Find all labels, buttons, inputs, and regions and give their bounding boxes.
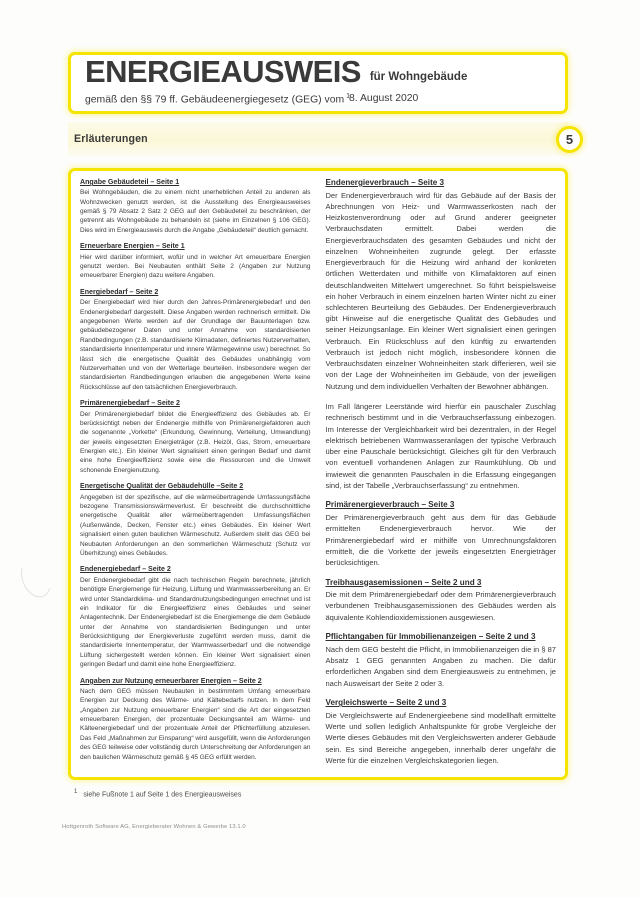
explanation-heading: Endenergiebedarf – Seite 2	[80, 565, 171, 574]
software-footer: Hottgenroth Software AG, Energieberater Wohnen & Gewerbe 13.1.0	[62, 824, 246, 830]
explanation-body: Im Fall längerer Leerstände wird hierfür ein pauschaler Zuschlag rechnerisch bestimmt und in die Verbrauchserfassung einbezogen. Im Interesse der Vergleichbarkeit wird bei dezentralen, in der Regel elektrisch betriebenen Warmwasseranlagen der typische Verbrauch über eine Pauschale berücksichtigt. Gleiches gilt für den Verbrauch von eventuell vorhandenen Anlagen zur Raumkühlung. Ob und inwieweit die genannten Pauschalen in die Erfassung eingegangen sind, ist der Tabelle „Verbrauchserfassung“ zu entnehmen.	[325, 402, 556, 490]
explanation-body: Der Primärenergieverbrauch geht aus dem für das Gebäude ermittelten Endenergieverbrauch hervor. Wie der Primärenergiebedarf wird er mithilfe von Umrechnungsfaktoren ermittelt, die die Vorkette der jeweils eingesetzten Energieträger berücksichtigen.	[325, 513, 556, 567]
explanation-body: Die Vergleichswerte auf Endenergieebene sind modellhaft ermittelte Werte und sollen lediglich Anhaltspunkte für grobe Vergleiche der Werte dieses Gebäudes mit den Vergleichswerten anderer Gebäude sein. Es sind Bereiche angegeben, innerhalb derer ungefähr die Werte für die einzelnen Vergleichskategorien liegen.	[325, 710, 556, 765]
legal-basis-footnote-marker: 1	[346, 93, 351, 100]
explanation-section	[80, 288, 311, 392]
explanation-heading: Pflichtangaben für Immobilienanzeigen – Seite 2 und 3	[325, 632, 536, 642]
explanation-section	[326, 178, 557, 392]
left-column	[80, 178, 311, 771]
explanation-section	[80, 399, 311, 475]
explanation-body: Der Endenergieverbrauch wird für das Gebäude auf der Basis der Abrechnungen von Heiz- und Warmwasserkosten nach der Heizkostenverordnung oder auf Grund anderer geeigneter Verbrauchsdaten ermittelt. Dabei werden die Energieverbrauchsdaten des gesamten Gebäudes und nicht der einzelnen Wohneinheiten zugrunde gelegt. Der erfasste Energieverbrauch für die Heizung wird anhand der konkreten örtlichen Wetterdaten und mithilfe von Klimafaktoren auf einen deutschlandweiten Mittelwert umgerechnet. So führt beispielsweise ein hoher Verbrauch in einem einzelnen harten Winter nicht zu einer schlechteren Beurteilung des Gebäudes. Der Endenergieverbrauch gibt Hinweise auf die energetische Qualität des Gebäudes und seiner Heizungsanlage. Ein kleiner Wert signalisiert einen geringen Verbrauch. Ein Rückschluss auf den künftig zu erwartenden Verbrauch ist jedoch nicht möglich, insbesondere können die Verbrauchsdaten einzelner Wohneinheiten stark differieren, weil sie von der Lage der Wohneinheiten im Gebäude, von der jeweiligen Nutzung und dem individuellen Verhalten der Bewohner abhängen.	[325, 190, 556, 391]
explanation-heading: Energiebedarf – Seite 2	[80, 288, 159, 297]
explanation-body: Angegeben ist der spezifische, auf die wärmeübertragende Umfassungsfläche bezogene Transmissionswärmeverlust. Er beschreibt die durchschnittliche energetische Qualität aller wärmeübertragenden Umfassungsflächen (Außenwände, Decken, Fenster etc.) eines Gebäudes. Ein kleiner Wert signalisiert einen guten baulichen Wärmeschutz. Außerdem stellt das GEG bei Neubauten Anforderungen an den sommerlichen Wärmeschutz (Schutz vor Überhitzung) eines Gebäudes.	[80, 493, 311, 557]
title-row	[85, 56, 557, 89]
explanation-section	[80, 565, 311, 669]
section-label: Erläuterungen	[74, 133, 148, 145]
explanation-body: Hier wird darüber informiert, wofür und in welcher Art erneuerbare Energien genutzt werden. Bei Neubauten enthält Seite 2 (Angaben zur Nutzung erneuerbarer Energien) dazu weitere Angaben.	[80, 253, 311, 280]
footnote-text: siehe Fußnote 1 auf Seite 1 des Energieausweises	[83, 791, 242, 799]
explanation-heading: Energetische Qualität der Gebäudehülle –Seite 2	[80, 482, 244, 491]
explanation-body: Der Energiebedarf wird hier durch den Jahres-Primärenergiebedarf und den Endenergiebedarf dargestellt. Diese Angaben werden rechnerisch ermittelt. Die angegebenen Werte werden auf der Grundlage der Bauunterlagen bzw. gebäudebezogener Daten und unter Annahme von standardisierten Randbedingungen (z.B. standardisierte Klimadaten, definiertes Nutzerverhalten, standardisierte Innentemperatur und innere Wärmegewinne usw.) berechnet. So lässt sich die energetische Qualität des Gebäudes unabhängig vom Nutzerverhalten und von der Wetterlage beurteilen. Insbesondere wegen der standardisierten Randbedingungen erlauben die angegebenen Werte keine Rückschlüsse auf den tatsächlichen Energieverbrauch.	[80, 299, 311, 391]
explanation-heading: Vergleichswerte – Seite 2 und 3	[325, 698, 447, 708]
explanation-section	[80, 677, 311, 762]
document-title-box	[68, 52, 568, 114]
explanation-heading: Primärenergieverbrauch – Seite 3	[325, 500, 455, 510]
explanation-body: Die mit dem Primärenergiebedarf oder dem Primärenergieverbrauch verbundenen Treibhausgasemissionen des Gebäudes werden als äquivalente Kohlendioxidemissionen ausgewiesen.	[325, 590, 556, 622]
explanation-heading: Erneuerbare Energien – Seite 1	[80, 242, 185, 251]
law-date: 8. August 2020	[349, 93, 419, 104]
explanation-heading: Treibhausgasemissionen – Seite 2 und 3	[325, 577, 482, 587]
explanation-body: Der Endenergiebedarf gibt die nach technischen Regeln berechnete, jährlich benötigte Energiemenge für Heizung, Lüftung und Warmwasserbereitung an. Er wird unter Standardklima- und Standardnutzungsbedingungen errechnet und ist ein Indikator für die Energieeffizienz eines Gebäudes und seiner Anlagentechnik. Der Endenergiebedarf ist die Energiemenge die dem Gebäude unter der Annahme von standardisierten Bedingungen und unter Berücksichtigung der Energieverluste zugeführt werden muss, damit die standardisierte Innentemperatur, der Warmwasserbedarf und die notwendige Lüftung sichergestellt werden können. Ein kleiner Wert signalisiert einen geringen Bedarf und damit eine hohe Energieeffizienz.	[80, 576, 311, 669]
explanation-section	[326, 632, 557, 689]
explanation-section	[326, 401, 557, 491]
footnote-marker: 1	[74, 789, 78, 795]
legal-basis-text: gemäß den §§ 79 ff. Gebäudeenergiegesetz (GEG) vom	[85, 94, 345, 106]
explanation-section	[326, 578, 557, 623]
explanation-heading: Angabe Gebäudeteil – Seite 1	[80, 178, 180, 186]
two-column-layout	[80, 178, 556, 771]
explanation-heading: Endenergieverbrauch – Seite 3	[325, 178, 445, 187]
explanation-heading: Primärenergiebedarf – Seite 2	[80, 399, 180, 408]
legal-basis-line	[85, 93, 350, 105]
explanation-section	[326, 500, 557, 568]
explanation-body: Der Primärenergiebedarf bildet die Energieeffizienz des Gebäudes ab. Er berücksichtigt neben der Endenergie mithilfe von Primärenergiefaktoren auch die sogenannte „Vorkette“ (Erkundung, Gewinnung, Verteilung, Umwandlung) der jeweils eingesetzten Energieträger (z.B. Heizöl, Gas, Strom, erneuerbare Energien etc.). Ein kleiner Wert signalisiert einen geringen Bedarf und damit eine hohe Energieeffizienz sowie eine die Ressourcen und die Umwelt schonende Energienutzung.	[80, 410, 311, 474]
explanation-section	[80, 482, 311, 558]
page-number-badge: 5	[556, 126, 583, 153]
explanation-heading: Angaben zur Nutzung erneuerbarer Energien – Seite 2	[80, 676, 262, 685]
explanation-section	[80, 242, 311, 280]
document-subtitle: für Wohngebäude	[369, 71, 468, 83]
page-title: ENERGIEAUSWEIS	[85, 54, 361, 89]
explanation-section	[326, 698, 557, 766]
explanation-body: Nach dem GEG besteht die Pflicht, in Immobilienanzeigen die in § 87 Absatz 1 GEG genannten Angaben zu machen. Die dafür erforderlichen Angaben sind dem Energieausweis zu entnehmen, je nach Ausweisart der Seite 2 oder 3.	[325, 644, 556, 688]
explanation-section	[80, 178, 311, 235]
explanations-content-box	[68, 168, 568, 780]
footnote	[74, 789, 241, 798]
right-column	[326, 178, 557, 771]
explanation-body: Nach dem GEG müssen Neubauten in bestimmtem Umfang erneuerbare Energien zur Deckung des Wärme- und Kältebedarfs nutzen. In dem Feld „Angaben zur Nutzung erneuerbarer Energien“ sind die Art der eingesetzten erneuerbaren Energien, der prozentuale Deckungsanteil am Wärme- und Kälteenergiebedarf und der prozentuale Anteil der Pflichterfüllung abzulesen. Das Feld „Maßnahmen zur Einsparung“ wird ausgefüllt, wenn die Anforderungen des GEG teilweise oder vollständig durch Unterschreitung der Anforderungen an den baulichen Wärmeschutz gemäß § 45 GEG erfüllt werden.	[80, 688, 311, 761]
explanation-body: Bei Wohngebäuden, die zu einem nicht unerheblichen Anteil zu anderen als Wohnzwecken genutzt werden, ist die Ausstellung des Energieausweises gemäß § 79 Absatz 2 Satz 2 GEG auf den Gebäudeteil zu beschränken, der getrennt als Wohngebäude zu behandeln ist (siehe im Einzelnen § 106 GEG). Dies wird im Energieausweis durch die Angabe „Gebäudeteil“ deutlich gemacht.	[80, 189, 311, 234]
